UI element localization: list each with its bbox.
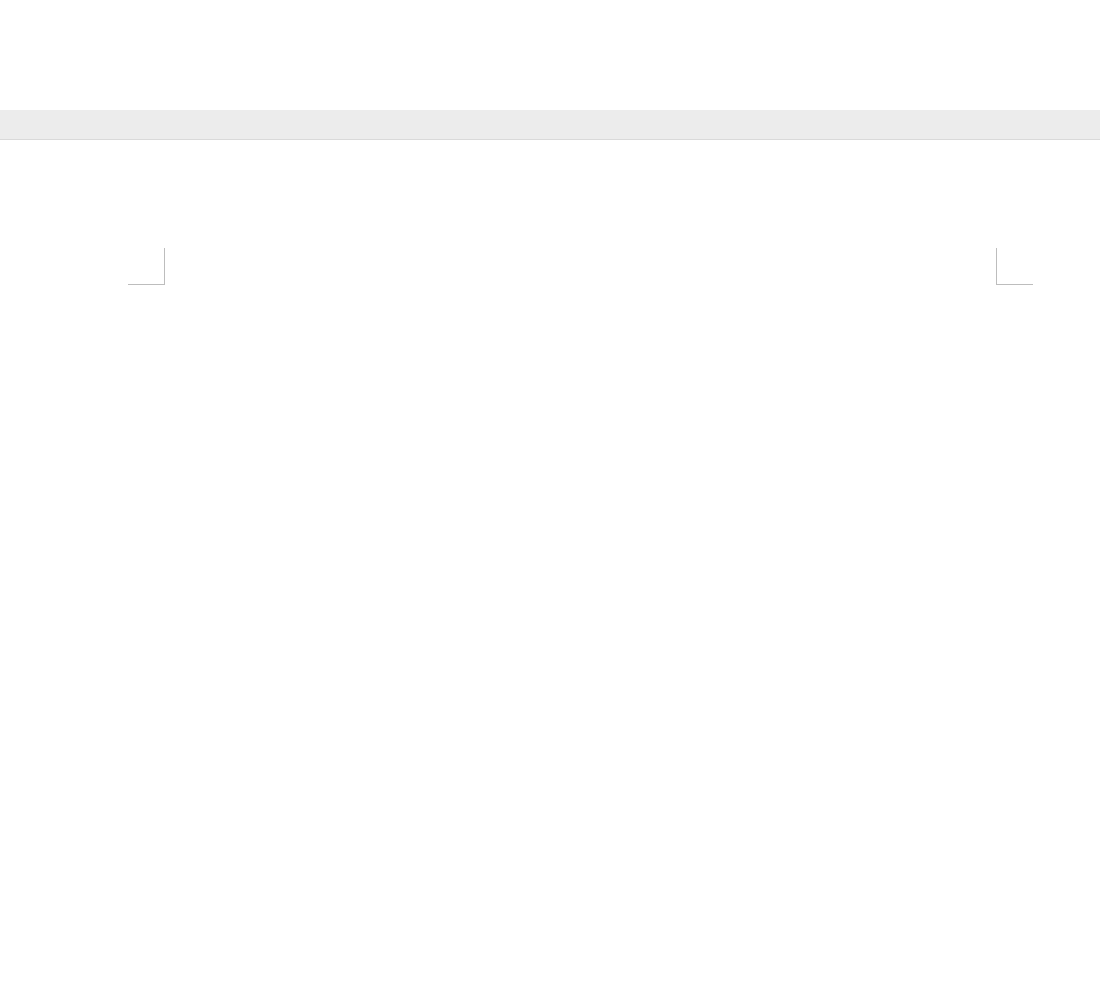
- margin-mark-top-left: [128, 248, 165, 285]
- title-bar: [0, 0, 1100, 110]
- margin-mark-top-right: [996, 248, 1033, 285]
- ruler-strip: [0, 110, 1100, 140]
- document-page: [0, 140, 1100, 990]
